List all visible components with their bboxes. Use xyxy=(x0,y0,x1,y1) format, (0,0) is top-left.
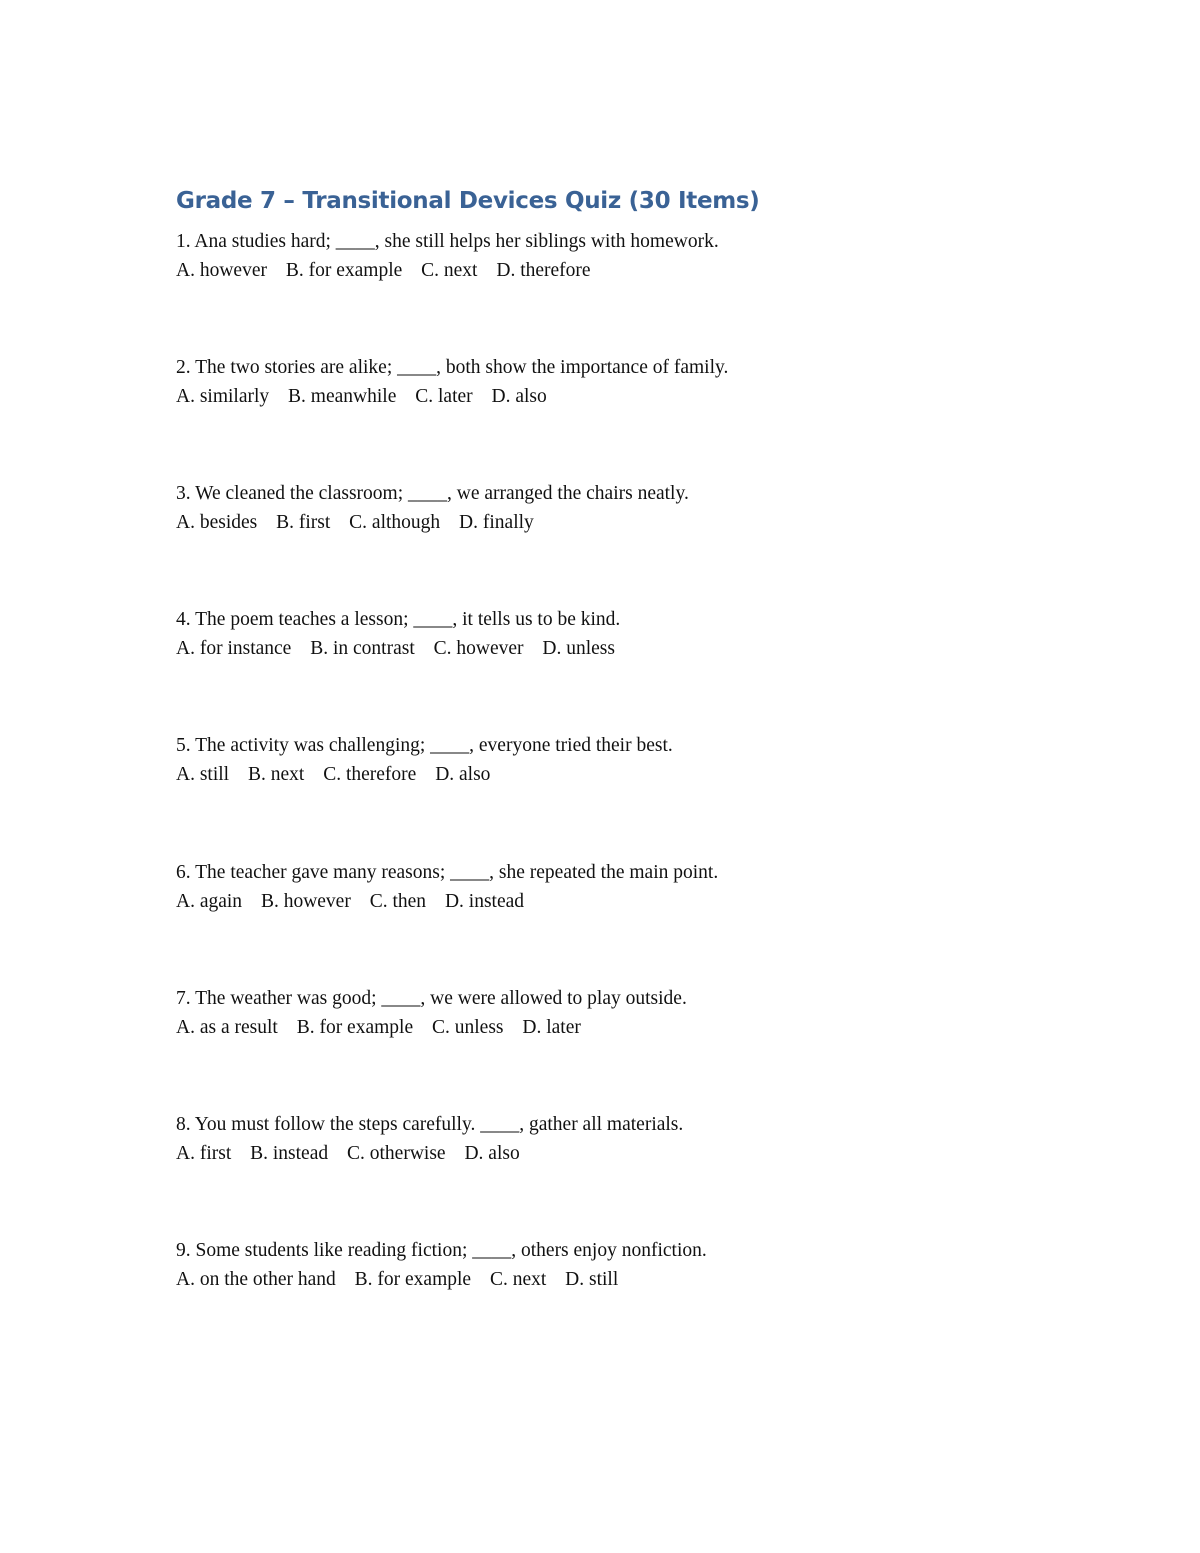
question-3 xyxy=(176,479,689,537)
question-9 xyxy=(176,1236,707,1294)
answer-options xyxy=(176,760,673,789)
question-5 xyxy=(176,731,673,789)
option-c: C. therefore xyxy=(323,764,417,785)
question-1 xyxy=(176,227,719,285)
option-d: D. later xyxy=(522,1017,581,1038)
option-b: B. in contrast xyxy=(310,638,415,659)
option-b: B. meanwhile xyxy=(288,386,397,407)
option-a: A. first xyxy=(176,1143,232,1164)
question-text: 9. Some students like reading fiction; ____, others enjoy nonfiction. xyxy=(176,1240,707,1261)
option-a: A. besides xyxy=(176,512,258,533)
option-d: D. therefore xyxy=(496,260,591,281)
option-d: D. also xyxy=(464,1143,520,1164)
option-b: B. first xyxy=(276,512,331,533)
question-text: 7. The weather was good; ____, we were allowed to play outside. xyxy=(176,988,687,1009)
question-8 xyxy=(176,1110,683,1168)
option-b: B. for example xyxy=(296,1017,414,1038)
option-c: C. then xyxy=(369,891,427,912)
option-c: C. however xyxy=(433,638,524,659)
option-a: A. similarly xyxy=(176,386,270,407)
question-2 xyxy=(176,353,728,411)
answer-options xyxy=(176,1013,687,1042)
option-b: B. for example xyxy=(285,260,403,281)
question-text: 4. The poem teaches a lesson; ____, it tells us to be kind. xyxy=(176,609,621,630)
answer-options xyxy=(176,1139,683,1168)
option-c: C. next xyxy=(421,260,478,281)
option-c: C. unless xyxy=(431,1017,504,1038)
quiz-title: Grade 7 – Transitional Devices Quiz (30 Items) xyxy=(176,188,760,214)
question-4 xyxy=(176,605,620,663)
option-c: C. although xyxy=(349,512,441,533)
option-c: C. next xyxy=(489,1269,547,1290)
option-d: D. still xyxy=(565,1269,619,1290)
option-a: A. on the other hand xyxy=(176,1269,336,1290)
option-a: A. as a result xyxy=(176,1017,278,1038)
answer-options xyxy=(176,887,718,916)
option-b: B. next xyxy=(247,764,305,785)
option-a: A. however xyxy=(176,260,267,281)
question-6 xyxy=(176,858,718,916)
option-d: D. instead xyxy=(444,891,525,912)
option-a: A. still xyxy=(176,764,230,785)
option-c: C. later xyxy=(415,386,473,407)
option-a: A. again xyxy=(176,891,243,912)
option-c: C. otherwise xyxy=(347,1143,446,1164)
question-7 xyxy=(176,984,687,1042)
answer-options xyxy=(176,1265,707,1294)
question-text: 3. We cleaned the classroom; ____, we arranged the chairs neatly. xyxy=(176,483,689,504)
option-b: B. for example xyxy=(354,1269,472,1290)
question-text: 8. You must follow the steps carefully. ____, gather all materials. xyxy=(176,1114,684,1135)
option-a: A. for instance xyxy=(176,638,292,659)
answer-options xyxy=(176,256,719,285)
option-b: B. however xyxy=(260,891,351,912)
option-d: D. also xyxy=(491,386,547,407)
question-text: 2. The two stories are alike; ____, both show the importance of family. xyxy=(176,357,729,378)
answer-options xyxy=(176,508,689,537)
option-d: D. finally xyxy=(459,512,534,533)
answer-options xyxy=(176,382,728,411)
question-text: 5. The activity was challenging; ____, everyone tried their best. xyxy=(176,735,673,756)
answer-options xyxy=(176,634,620,663)
question-text: 1. Ana studies hard; ____, she still helps her siblings with homework. xyxy=(176,231,719,252)
option-d: D. unless xyxy=(542,638,615,659)
question-text: 6. The teacher gave many reasons; ____, she repeated the main point. xyxy=(176,862,719,883)
option-b: B. instead xyxy=(250,1143,329,1164)
option-d: D. also xyxy=(435,764,491,785)
